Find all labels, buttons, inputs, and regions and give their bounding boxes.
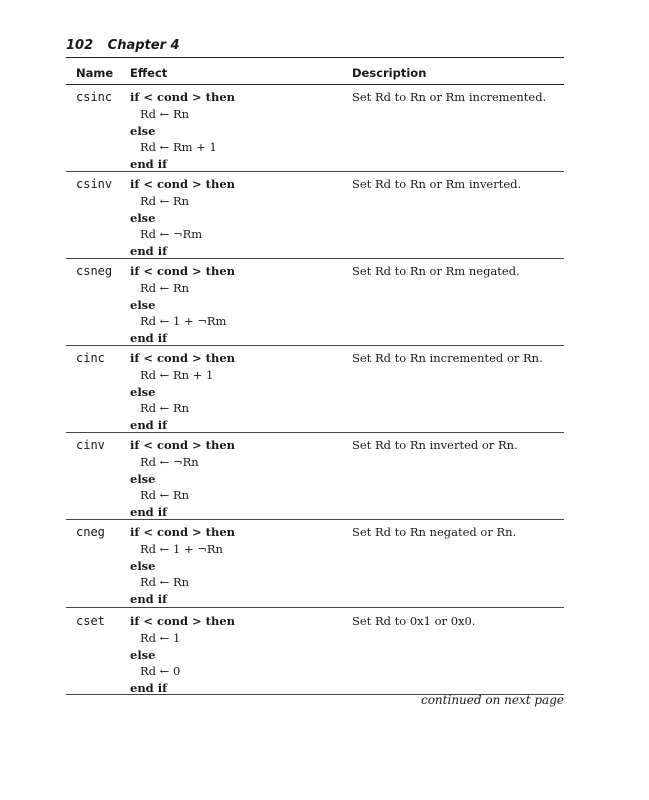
else-line: else [130,210,156,225]
column-header-description: Description [352,66,427,80]
table-row [66,346,564,433]
top-rule [66,57,564,58]
else-stmt: Rd ← Rn [140,401,190,416]
running-head [66,38,180,53]
table-row [66,609,564,695]
else-line: else [130,558,156,573]
table-row [66,520,564,608]
description: Set Rd to 0x1 or 0x0. [352,614,476,628]
endif-line: end if [130,505,168,520]
if-line: if < cond > then [130,438,236,452]
continued-note: continued on next page [420,693,564,707]
description: Set Rd to Rn or Rm negated. [352,264,520,278]
endif-line: end if [130,331,168,346]
table-row [66,172,564,259]
description: Set Rd to Rn inverted or Rn. [352,438,518,452]
endif-line: end if [130,418,168,433]
else-line: else [130,384,156,399]
instruction-name: csinc [76,90,113,104]
if-line: if < cond > then [130,351,236,365]
page-number: 102 [66,38,94,53]
else-stmt: Rd ← 1 + ¬Rm [140,314,227,329]
then-stmt: Rd ← Rn [140,193,190,208]
column-header-name: Name [76,66,114,80]
else-line: else [130,123,156,138]
instruction-name: cneg [76,525,105,539]
endif-line: end if [130,681,168,696]
else-line: else [130,647,156,662]
description: Set Rd to Rn or Rm incremented. [352,90,547,104]
if-line: if < cond > then [130,525,236,539]
instruction-name: cset [76,614,105,628]
table-row [66,85,564,172]
column-header-effect: Effect [130,66,168,80]
else-stmt: Rd ← ¬Rm [140,227,203,242]
then-stmt: Rd ← 1 [140,630,181,645]
effect-pseudocode [130,176,235,260]
if-line: if < cond > then [130,90,236,104]
else-line: else [130,471,156,486]
else-line: else [130,297,156,312]
then-stmt: Rd ← 1 + ¬Rn [140,541,223,556]
effect-pseudocode [130,89,235,173]
endif-line: end if [130,244,168,259]
effect-pseudocode [130,613,235,697]
else-stmt: Rd ← 0 [140,664,181,679]
if-line: if < cond > then [130,177,236,191]
then-stmt: Rd ← Rn [140,106,190,121]
if-line: if < cond > then [130,264,236,278]
then-stmt: Rd ← Rn [140,280,190,295]
instruction-name: cinc [76,351,105,365]
instruction-name: csinv [76,177,113,191]
description: Set Rd to Rn negated or Rn. [352,525,517,539]
description: Set Rd to Rn or Rm inverted. [352,177,522,191]
effect-pseudocode [130,524,235,608]
then-stmt: Rd ← Rn + 1 [140,367,214,382]
chapter-title: Chapter 4 [107,38,180,53]
instruction-name: csneg [76,264,113,278]
endif-line: end if [130,592,168,607]
else-stmt: Rd ← Rn [140,575,190,590]
description: Set Rd to Rn incremented or Rn. [352,351,543,365]
effect-pseudocode [130,263,235,347]
then-stmt: Rd ← ¬Rn [140,454,199,469]
instruction-name: cinv [76,438,105,452]
endif-line: end if [130,157,168,172]
effect-pseudocode [130,437,235,521]
if-line: if < cond > then [130,614,236,628]
table-row [66,433,564,520]
table-header [66,66,564,84]
table-row [66,259,564,346]
else-stmt: Rd ← Rn [140,488,190,503]
else-stmt: Rd ← Rm + 1 [140,140,217,155]
effect-pseudocode [130,350,235,434]
